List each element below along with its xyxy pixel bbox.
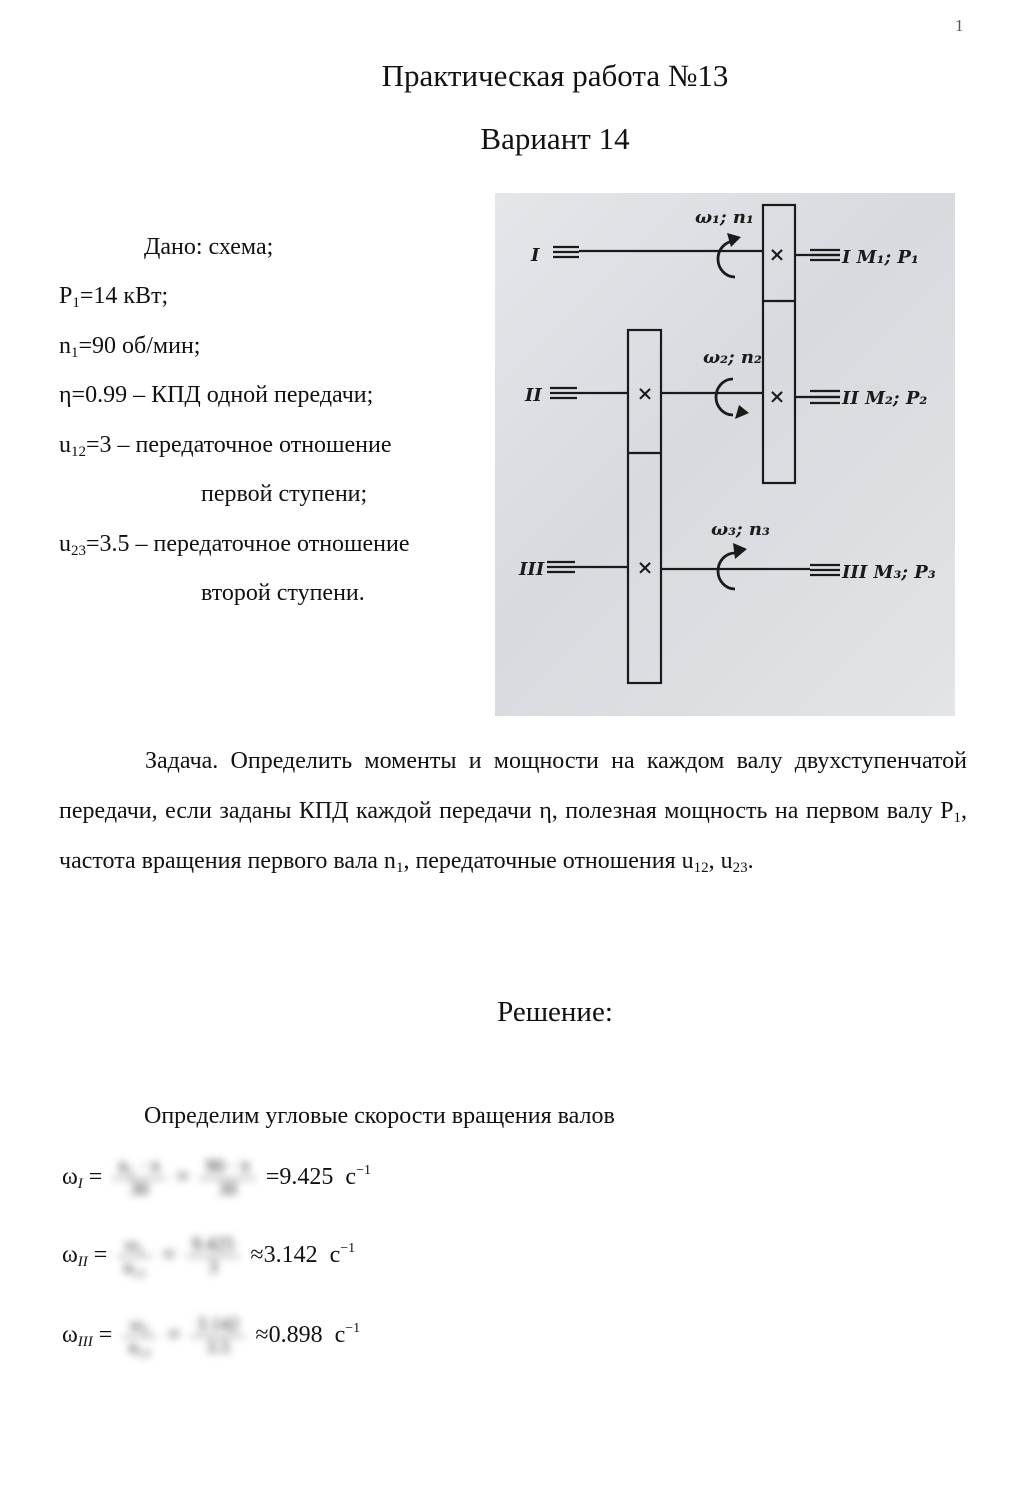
right-label-1: I M₁; P₁	[842, 247, 919, 268]
given-header: Дано: схема;	[144, 234, 274, 260]
gear-4-mark: ×	[636, 555, 654, 579]
gear-3-mark: ×	[636, 381, 654, 405]
page-title: Практическая работа №13	[381, 58, 729, 93]
right-label-3: III M₃; P₃	[842, 562, 936, 583]
page-number: 1	[955, 16, 964, 35]
solution-heading: Решение:	[497, 996, 613, 1028]
variant-title: Вариант 14	[480, 121, 630, 156]
given-u12: $u_{12}=3$ – передаточное отношение	[59, 432, 392, 460]
given-u23-cont: второй ступени.	[201, 580, 365, 606]
task-paragraph: Задача. Определить моменты и мощности на каждом валу двухступенчатой передачи, если заданы КПД каждой передачи η, полезная мощность на первом валу $P_1$, частота вращения первого вала $n_1$, передаточные отношения $u_{12}$, $u_{23}$.	[59, 748, 967, 876]
given-p1: $P_1=14$ кВт;	[59, 283, 169, 311]
speed-label-2: ω₂; n₂	[703, 347, 762, 368]
given-u23: $u_{23}=3.5$ – передаточное отношение	[59, 531, 410, 559]
given-eta: η=0.99 – КПД одной передачи;	[59, 382, 374, 408]
given-n1: $n_1=90$ об/мин;	[59, 333, 201, 361]
gear-scheme-image	[495, 193, 955, 716]
gear-2-mark: ×	[768, 384, 786, 408]
shaft-label-2: II	[525, 385, 542, 406]
formula-omega-1: $\omega_I$ = $\frac{\text{n₁ · π}}{30}$ = $\frac{90 \cdot \pi}{30}$ =9.425 $с^{-1}$	[62, 1156, 371, 1200]
speed-label-3: ω₃; n₃	[711, 519, 770, 540]
right-label-2: II M₂; P₂	[842, 388, 928, 409]
given-u12-cont: первой ступени;	[201, 481, 368, 507]
solution-intro: Определим угловые скорости вращения валов	[144, 1103, 615, 1129]
formula-omega-3: $\omega_{III}$ = $\frac{\text{ω₂}}{\text{u₂₃}}$ = $\frac{3.142}{3.5}$ ≈0.898 $с^{-1}$	[62, 1314, 361, 1358]
gear-1-mark: ×	[768, 242, 786, 266]
formula-omega-2: $\omega_{II}$ = $\frac{\text{ω₁}}{\text{u₁₂}}$ = $\frac{9.425}{3}$ ≈3.142 $с^{-1}$	[62, 1234, 356, 1278]
speed-label-1: ω₁; n₁	[695, 207, 754, 228]
shaft-label-3: III	[519, 559, 545, 580]
shaft-label-1: I	[531, 245, 540, 266]
